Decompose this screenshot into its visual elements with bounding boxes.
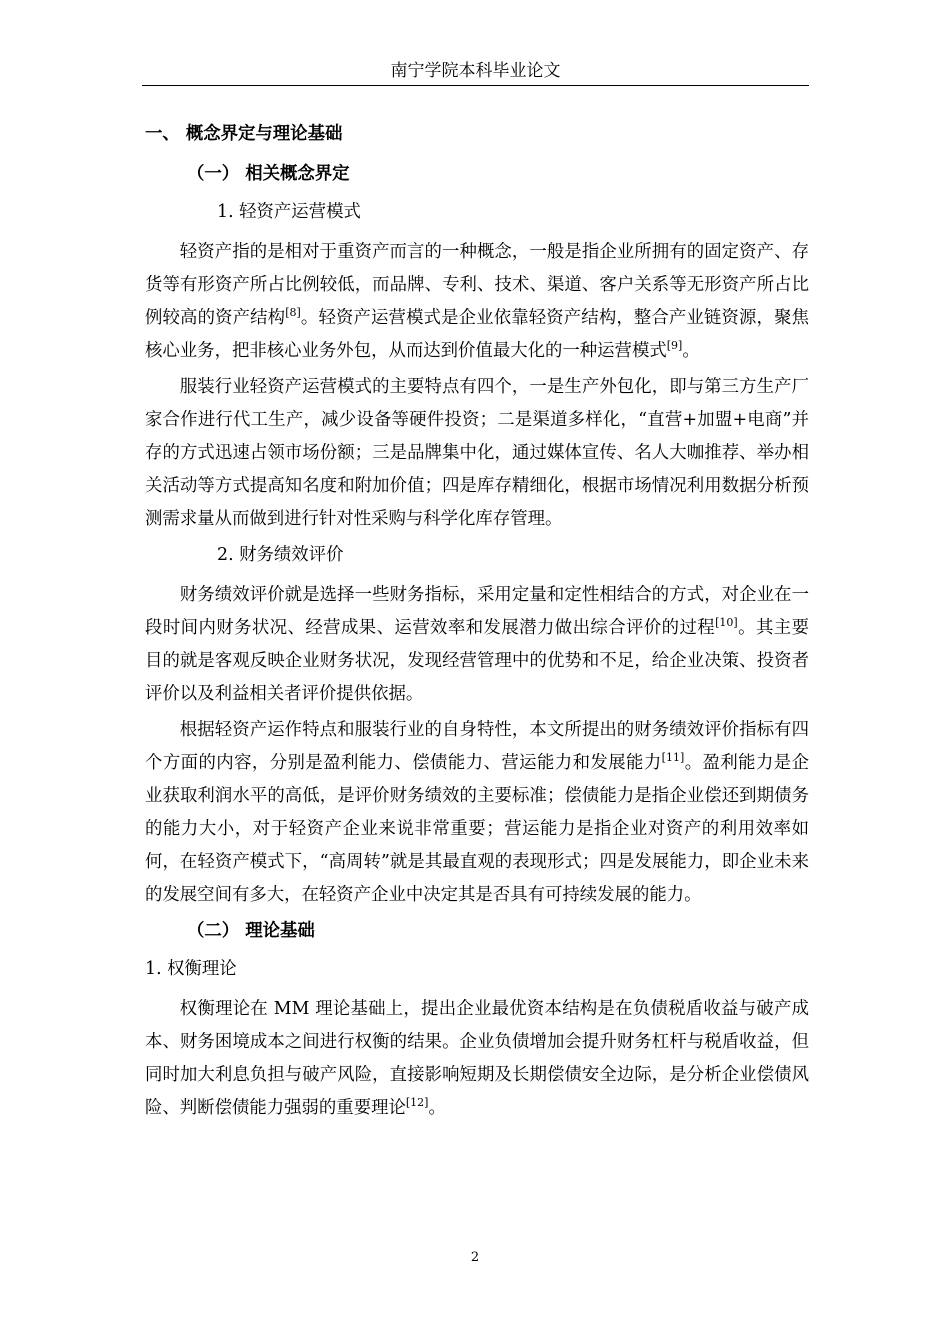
running-header	[142, 58, 809, 86]
page-body	[145, 118, 809, 1128]
citation-9: [9]	[666, 339, 683, 352]
subsection-heading-theory: （二） 理论基础	[187, 921, 315, 941]
paragraph-light-asset-definition: 轻资产指的是相对于重资产而言的一种概念，一般是指企业所拥有的固定资产、存货等有形资产所占比例较低，而品牌、专利、技术、渠道、客户关系等无形资产所占比例较高的资产结构[8]。轻资产运营模式是企业依靠轻资产结构，整合产业链资源，聚焦核心业务，把非核心业务外包，从而达到价值最大化的一种运营模式[9]。	[145, 242, 809, 361]
heading-light-asset-model: 1. 轻资产运营模式	[217, 202, 361, 222]
paragraph-apparel-features: 服装行业轻资产运营模式的主要特点有四个，一是生产外包化，即与第三方生产厂家合作进行代工生产，减少设备等硬件投资；二是渠道多样化，“直营+加盟+电商”并存的方式迅速占领市场份额；三是品牌集中化，通过媒体宣传、名人大咖推荐、举办相关活动等方式提高知名度和附加价值；四是库存精细化，根据市场情况利用数据分析预测需求量从而做到进行针对性采购与科学化库存管理。	[145, 377, 809, 529]
page-number: 2	[470, 1250, 480, 1265]
citation-10: [10]	[715, 616, 738, 629]
citation-8: [8]	[285, 306, 301, 319]
running-header-title: 南宁学院本科毕业论文	[390, 61, 561, 81]
heading-financial-performance: 2. 财务绩效评价	[217, 545, 344, 565]
citation-12: [12]	[405, 1096, 429, 1109]
paragraph-performance-indicators: 根据轻资产运作特点和服装行业的自身特性，本文所提出的财务绩效评价指标有四个方面的内容，分别是盈利能力、偿债能力、营运能力和发展能力[11]。盈利能力是企业获取利润水平的高低，是评价财务绩效的主要标准；偿债能力是指企业偿还到期债务的能力大小，对于轻资产企业来说非常重要；营运能力是指企业对资产的利用效率如何，在轻资产模式下，“高周转”就是其最直观的表现形式；四是发展能力，即企业未来的发展空间有多大，在轻资产企业中决定其是否具有可持续发展的能力。	[145, 720, 809, 905]
citation-11: [11]	[661, 751, 685, 764]
section-heading: 一、 概念界定与理论基础	[145, 124, 343, 144]
paragraph-tradeoff-theory: 权衡理论在 MM 理论基础上，提出企业最优资本结构是在负债税盾收益与破产成本、财务困境成本之间进行权衡的结果。企业负债增加会提升财务杠杆与税盾收益，但同时加大利息负担与破产风险，直接影响短期及长期偿债安全边际，是分析企业偿债风险、判断偿债能力强弱的重要理论[12]。	[145, 999, 809, 1118]
subsection-heading-concepts: （一） 相关概念界定	[187, 164, 350, 184]
paragraph-performance-definition: 财务绩效评价就是选择一些财务指标，采用定量和定性相结合的方式，对企业在一段时间内财务状况、经营成果、运营效率和发展潜力做出综合评价的过程[10]。其主要目的就是客观反映企业财务状况，发现经营管理中的优势和不足，给企业决策、投资者评价以及利益相关者评价提供依据。	[145, 585, 809, 704]
heading-tradeoff-theory: 1. 权衡理论	[145, 959, 237, 979]
